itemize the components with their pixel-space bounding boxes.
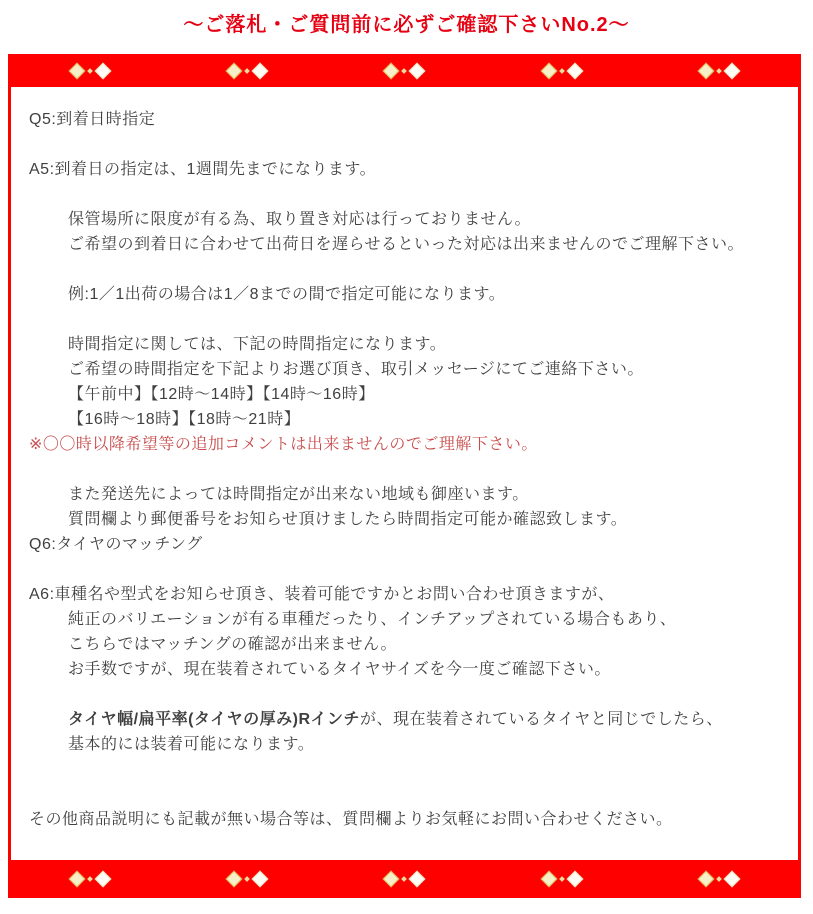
gold-diamond-icon bbox=[68, 62, 85, 79]
text-line bbox=[29, 382, 790, 407]
gold-diamond-icon bbox=[68, 871, 85, 888]
white-diamond-icon bbox=[409, 62, 426, 79]
blank-line bbox=[29, 457, 790, 482]
text-line bbox=[29, 507, 790, 532]
text-line bbox=[29, 407, 790, 432]
dot-icon bbox=[87, 876, 93, 882]
text-segment: ご希望の到着日に合わせて出荷日を遅らせるといった対応は出来ませんのでご理解下さい。 bbox=[68, 236, 745, 253]
diamond-pair-icon bbox=[543, 65, 581, 77]
text-segment: その他商品説明にも記載が無い場合等は、質問欄よりお気軽にお問い合わせください。 bbox=[29, 811, 673, 828]
text-segment: ※〇〇時以降希望等の追加コメントは出来ませんのでご理解下さい。 bbox=[29, 436, 538, 453]
blank-line bbox=[29, 307, 790, 332]
dot-icon bbox=[716, 68, 722, 74]
notice-box bbox=[8, 54, 801, 898]
text-line bbox=[29, 582, 790, 607]
text-line bbox=[29, 157, 790, 182]
blank-line bbox=[29, 682, 790, 707]
text-segment: 基本的には装着可能になります。 bbox=[68, 736, 315, 753]
text-segment: 【16時～18時】【18時～21時】 bbox=[68, 411, 301, 428]
text-line bbox=[29, 807, 790, 832]
blank-line bbox=[29, 132, 790, 157]
diamond-pair-icon bbox=[543, 873, 581, 885]
gold-diamond-icon bbox=[698, 62, 715, 79]
text-segment: また発送先によっては時間指定が出来ない地域も御座います。 bbox=[68, 486, 529, 503]
gold-diamond-icon bbox=[226, 871, 243, 888]
text-segment: お手数ですが、現在装着されているタイヤサイズを今一度ご確認下さい。 bbox=[68, 661, 611, 678]
text-segment: 時間指定に関しては、下記の時間指定になります。 bbox=[68, 336, 447, 353]
text-line bbox=[29, 357, 790, 382]
text-segment: こちらではマッチングの確認が出来ません。 bbox=[68, 636, 398, 653]
text-segment: が、現在装着されているタイヤと同じでしたら、 bbox=[360, 711, 723, 728]
text-segment: 保管場所に限度が有る為、取り置き対応は行っておりません。 bbox=[68, 211, 531, 228]
text-line bbox=[29, 732, 790, 757]
dot-icon bbox=[559, 876, 565, 882]
text-line bbox=[29, 282, 790, 307]
dot-icon bbox=[244, 876, 250, 882]
blank-line bbox=[29, 557, 790, 582]
gold-diamond-icon bbox=[383, 62, 400, 79]
text-segment: ご希望の時間指定を下記よりお選び頂き、取引メッセージにてご連絡下さい。 bbox=[68, 361, 644, 378]
text-segment: 質問欄より郵便番号をお知らせ頂けましたら時間指定可能か確認致します。 bbox=[68, 511, 628, 528]
diamond-pair-icon bbox=[385, 65, 423, 77]
blank-line bbox=[29, 257, 790, 282]
text-line bbox=[29, 482, 790, 507]
diamond-pair-icon bbox=[385, 873, 423, 885]
diamond-pair-icon bbox=[700, 873, 738, 885]
text-segment: Q6:タイヤのマッチング bbox=[29, 536, 203, 553]
gold-diamond-icon bbox=[226, 62, 243, 79]
dot-icon bbox=[559, 68, 565, 74]
dot-icon bbox=[244, 68, 250, 74]
blank-line bbox=[29, 757, 790, 782]
top-decor-bar bbox=[11, 54, 798, 87]
white-diamond-icon bbox=[566, 871, 583, 888]
text-segment: Q5:到着日時指定 bbox=[29, 111, 156, 128]
dot-icon bbox=[87, 68, 93, 74]
gold-diamond-icon bbox=[540, 871, 557, 888]
gold-diamond-icon bbox=[383, 871, 400, 888]
dot-icon bbox=[402, 876, 408, 882]
text-line bbox=[29, 207, 790, 232]
text-line bbox=[29, 657, 790, 682]
diamond-pair-icon bbox=[228, 65, 266, 77]
white-diamond-icon bbox=[566, 62, 583, 79]
text-segment: 純正のバリエーションが有る車種だったり、インチアップされている場合もあり、 bbox=[68, 611, 677, 628]
bottom-decor-bar bbox=[11, 860, 798, 898]
white-diamond-icon bbox=[94, 62, 111, 79]
dot-icon bbox=[402, 68, 408, 74]
white-diamond-icon bbox=[252, 62, 269, 79]
diamond-pair-icon bbox=[71, 873, 109, 885]
diamond-pair-icon bbox=[228, 873, 266, 885]
gold-diamond-icon bbox=[540, 62, 557, 79]
white-diamond-icon bbox=[252, 871, 269, 888]
white-diamond-icon bbox=[724, 62, 741, 79]
blank-line bbox=[29, 782, 790, 807]
text-line bbox=[29, 432, 790, 457]
bold-text-segment: タイヤ幅/扁平率(タイヤの厚み)Rインチ bbox=[68, 711, 361, 728]
page-title: ～ご落札・ご質問前に必ずご確認下さいNo.2～ bbox=[183, 14, 630, 36]
text-line bbox=[29, 607, 790, 632]
text-segment: A6:車種名や型式をお知らせ頂き、装着可能ですかとお問い合わせ頂きますが、 bbox=[29, 586, 615, 603]
white-diamond-icon bbox=[94, 871, 111, 888]
text-segment: 例:1／1出荷の場合は1／8までの間で指定可能になります。 bbox=[68, 286, 506, 303]
text-line bbox=[29, 332, 790, 357]
gold-diamond-icon bbox=[698, 871, 715, 888]
diamond-pair-icon bbox=[700, 65, 738, 77]
white-diamond-icon bbox=[724, 871, 741, 888]
white-diamond-icon bbox=[409, 871, 426, 888]
text-line bbox=[29, 707, 790, 732]
notice-content bbox=[11, 87, 798, 860]
text-line bbox=[29, 107, 790, 132]
text-segment: A5:到着日の指定は、1週間先までになります。 bbox=[29, 161, 377, 178]
diamond-pair-icon bbox=[71, 65, 109, 77]
blank-line bbox=[29, 182, 790, 207]
text-line bbox=[29, 632, 790, 657]
text-line bbox=[29, 232, 790, 257]
dot-icon bbox=[716, 876, 722, 882]
text-segment: 【午前中】【12時～14時】【14時～16時】 bbox=[68, 386, 375, 403]
text-line bbox=[29, 532, 790, 557]
